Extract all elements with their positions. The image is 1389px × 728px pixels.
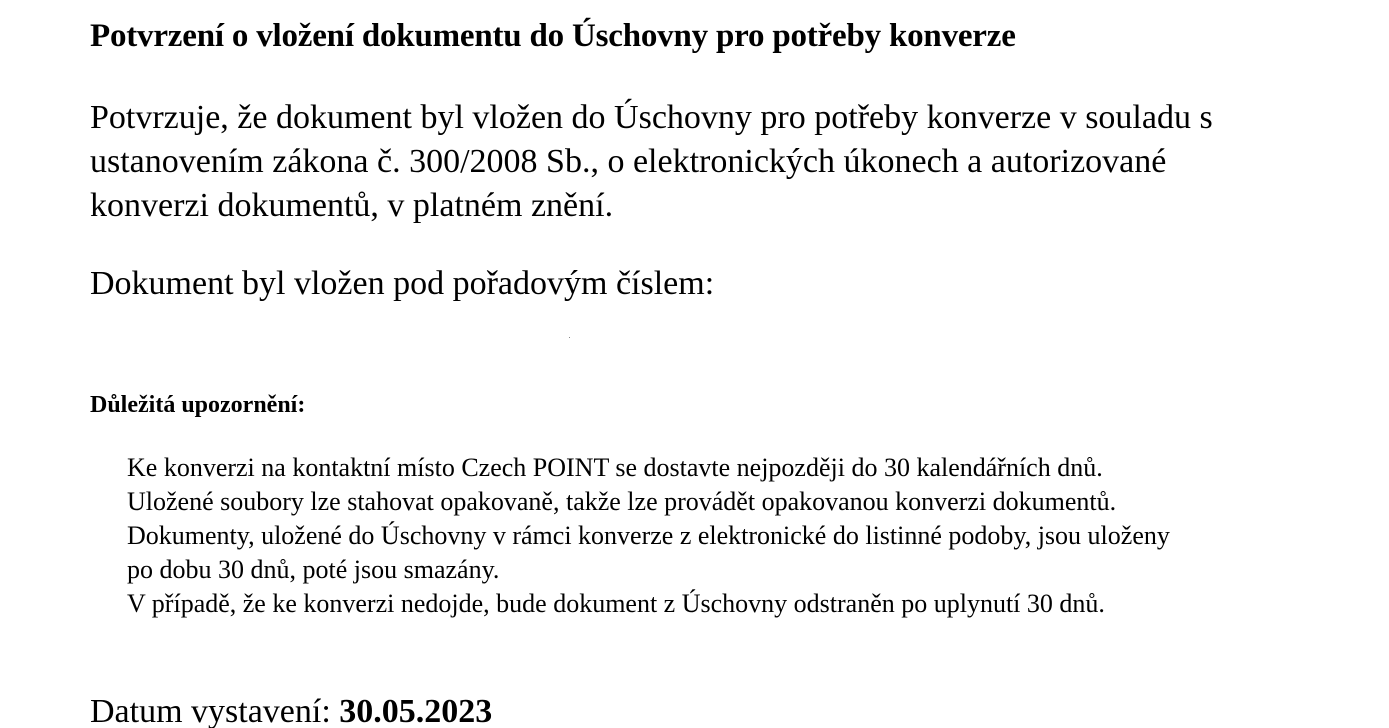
serial-number-value bbox=[569, 337, 570, 338]
warnings-heading: Důležitá upozornění: bbox=[90, 392, 306, 418]
warning-item bbox=[127, 587, 1357, 621]
warning-item bbox=[127, 485, 1357, 519]
confirmation-line: ustanovením zákona č. 300/2008 Sb., o elektronických úkonech a autorizované bbox=[90, 143, 1167, 180]
document-title: Potvrzení o vložení dokumentu do Úschovny pro potřeby konverze bbox=[90, 18, 1016, 54]
warning-text: V případě, že ke konverzi nedojde, bude dokument z Úschovny odstraněn po uplynutí 30 dnů. bbox=[127, 589, 1105, 618]
confirmation-paragraph bbox=[90, 96, 1360, 228]
serial-number-label: Dokument byl vložen pod pořadovým číslem: bbox=[90, 265, 715, 302]
warning-text: Ke konverzi na kontaktní místo Czech POINT se dostavte nejpozději do 30 kalendářních dnů. bbox=[127, 453, 1103, 482]
warning-item bbox=[127, 519, 1357, 587]
warnings-list bbox=[127, 451, 1357, 621]
confirmation-line: konverzi dokumentů, v platném znění. bbox=[90, 187, 614, 224]
warning-text: Uložené soubory lze stahovat opakovaně, takže lze provádět opakovanou konverzi dokumentů. bbox=[127, 487, 1117, 516]
issue-date-label: Datum vystavení: bbox=[90, 693, 331, 728]
issue-date bbox=[90, 690, 492, 728]
warning-text: po dobu 30 dnů, poté jsou smazány. bbox=[127, 555, 500, 584]
warning-item bbox=[127, 451, 1357, 485]
issue-date-value: 30.05.2023 bbox=[339, 693, 493, 728]
confirmation-line: Potvrzuje, že dokument byl vložen do Úschovny pro potřeby konverze v souladu s bbox=[90, 99, 1213, 136]
warning-text: Dokumenty, uložené do Úschovny v rámci konverze z elektronické do listinné podoby, jsou uloženy bbox=[127, 521, 1170, 550]
